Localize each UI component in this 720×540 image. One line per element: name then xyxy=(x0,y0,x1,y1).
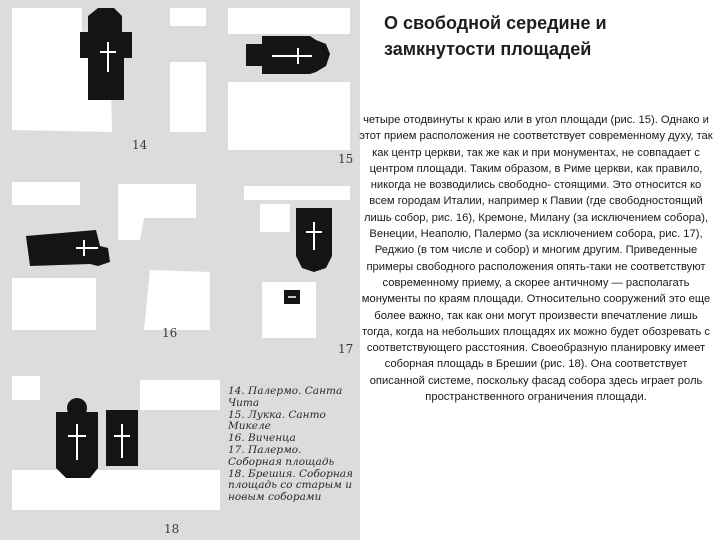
figure-number-18: 18 xyxy=(164,522,180,536)
figure-caption-18: 18. Брешия. Соборная площадь со старым и новым соборами xyxy=(228,467,353,504)
city-block xyxy=(144,270,210,330)
figure-number-16: 16 xyxy=(162,326,178,340)
city-block xyxy=(12,182,80,205)
figure-captions xyxy=(228,386,356,504)
figure-number-14: 14 xyxy=(132,138,148,152)
city-block xyxy=(170,8,206,26)
city-block xyxy=(118,184,196,240)
church-plan xyxy=(67,398,87,418)
city-block xyxy=(228,8,350,34)
figure-caption-14: 14. Палермо. Санта Чита xyxy=(228,385,343,409)
city-block xyxy=(12,470,220,510)
city-block xyxy=(228,82,350,150)
slide-title: О свободной середине и замкнутости площадей xyxy=(384,13,607,59)
city-block xyxy=(12,376,40,400)
plan-18 xyxy=(12,376,220,510)
city-block xyxy=(244,186,350,200)
body-text: четыре отодвинуты к краю или в угол площади (рис. 15). Однако и этот прием расположения не соответствует современному духу, так как центр церкви, так же как и при монументах, не совпадает с центром площади. Таким образом, в Риме церкви, как правило, никогда не возводились свободно- стоящими. Это относится ко всем городам Италии, например к Павии (где свободностоящий лишь собор, рис. 16), Кремоне, Милану (за исключением собора), Венеции, Неаполю, Палермо (за исключением собора, рис. 17), Реджио (в том числе и собор) и многим другим. Приведенные примеры свободного расположения опять-таки не соответствуют современному приему, а скорее античному — располагать монументы по краям площади. Относительно сооружений это еще более важно, так как они могут произвести впечатление лишь тогда, когда на небольших площадях их можно будет обозревать с соответствующего расстояния. Своеобразную планировку имеет соборная площадь в Брешии (рис. 18). Она соответствует описанной системе, поскольку фасад собора здесь играет роль пространственного ограничения площади. xyxy=(359,114,713,404)
city-block xyxy=(140,380,220,410)
church-plan xyxy=(246,44,264,66)
city-block xyxy=(170,62,206,132)
city-block xyxy=(12,278,96,330)
plan-15 xyxy=(228,8,350,150)
plan-17 xyxy=(244,186,350,338)
plan-14 xyxy=(12,8,206,132)
figure-caption-15: 15. Лукка. Санто Микеле xyxy=(228,408,326,433)
figure-number-15: 15 xyxy=(338,152,354,166)
figure-number-17: 17 xyxy=(338,342,354,356)
plan-16 xyxy=(12,182,210,330)
figure-caption-17: 17. Палермо. Соборная площадь xyxy=(228,443,335,468)
city-block xyxy=(260,204,290,232)
figure-caption-16: 16. Виченца xyxy=(228,432,296,445)
